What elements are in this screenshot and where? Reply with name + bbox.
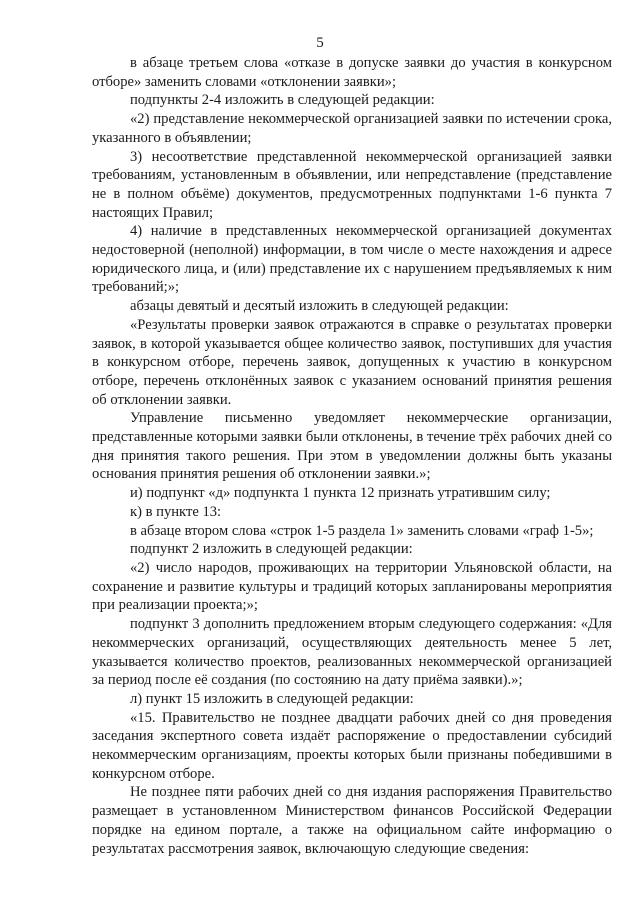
paragraph: и) подпункт «д» подпункта 1 пункта 12 признать утратившим силу; xyxy=(130,485,551,502)
paragraph: л) пункт 15 изложить в следующей редакции: xyxy=(130,690,414,707)
paragraph: «2) представление некоммерческой организацией заявки по истечении срока, указанного в объявлении; xyxy=(92,111,612,146)
paragraph: в абзаце втором слова «строк 1-5 раздела 1» заменить словами «граф 1-5»; xyxy=(130,522,594,539)
paragraph: 4) наличие в представленных некоммерческой организацией документах недостоверной (неполной) информации, в том числе о месте нахождения и адресе юридического лица, и (или) представление их с нарушением предъявляемых к ним требований;»; xyxy=(92,223,612,296)
paragraph: Не позднее пяти рабочих дней со дня издания распоряжения Правительство размещает в установленном Министерством финансов Российской Федерации порядке на едином портале, а также на официальном сайте информацию о результатах рассмотрения заявок, включающую следующие сведения: xyxy=(92,784,612,857)
paragraph: «Результаты проверки заявок отражаются в справке о результатах проверки заявок, в которой указывается общее количество заявок, поступивших для участия в конкурсном отборе, перечень заявок, допущенных к участию в конкурсном отборе, перечень отклонённых заявок с указанием оснований принятия решения об отклонении заявки. xyxy=(92,316,612,408)
paragraph: «15. Правительство не позднее двадцати рабочих дней со дня проведения заседания экспертного совета издаёт распоряжение о предоставлении субсидий некоммерческим организациям, проекты которых были признаны победившими в конкурсном отборе. xyxy=(92,709,612,782)
page-number: 5 xyxy=(316,35,324,51)
paragraph: Управление письменно уведомляет некоммерческие организации, представленные которыми заявки были отклонены, в течение трёх рабочих дней со дня принятия такого решения. При этом в уведомлении должны быть указаны основания принятия решения об отклонении заявки.»; xyxy=(92,410,612,483)
paragraph: к) в пункте 13: xyxy=(130,503,222,520)
paragraph: в абзаце третьем слова «отказе в допуске заявки до участия в конкурсном отборе» заменить словами «отклонении заявки»; xyxy=(92,55,612,90)
document-body xyxy=(92,54,612,858)
paragraph: 3) несоответствие представленной некоммерческой организацией заявки требованиям, установленным в объявлении, или непредставление (представление не в полном объёме) документов, предусмотренных подпунктами 1-6 пункта 7 настоящих Правил; xyxy=(92,148,612,221)
paragraph: подпункты 2-4 изложить в следующей редакции: xyxy=(130,92,435,109)
paragraph: «2) число народов, проживающих на территории Ульяновской области, на сохранение и развитие культуры и традиций которых запланированы мероприятия при реализации проекта;»; xyxy=(92,559,612,614)
paragraph: подпункт 2 изложить в следующей редакции: xyxy=(130,541,413,558)
paragraph: абзацы девятый и десятый изложить в следующей редакции: xyxy=(130,298,509,315)
paragraph: подпункт 3 дополнить предложением вторым следующего содержания: «Для некоммерческих организаций, осуществляющих деятельность менее 5 лет, указывается количество проектов, реализованных некоммерческой организацией за период после её создания (по состоянию на дату приёма заявки).»; xyxy=(92,616,612,689)
